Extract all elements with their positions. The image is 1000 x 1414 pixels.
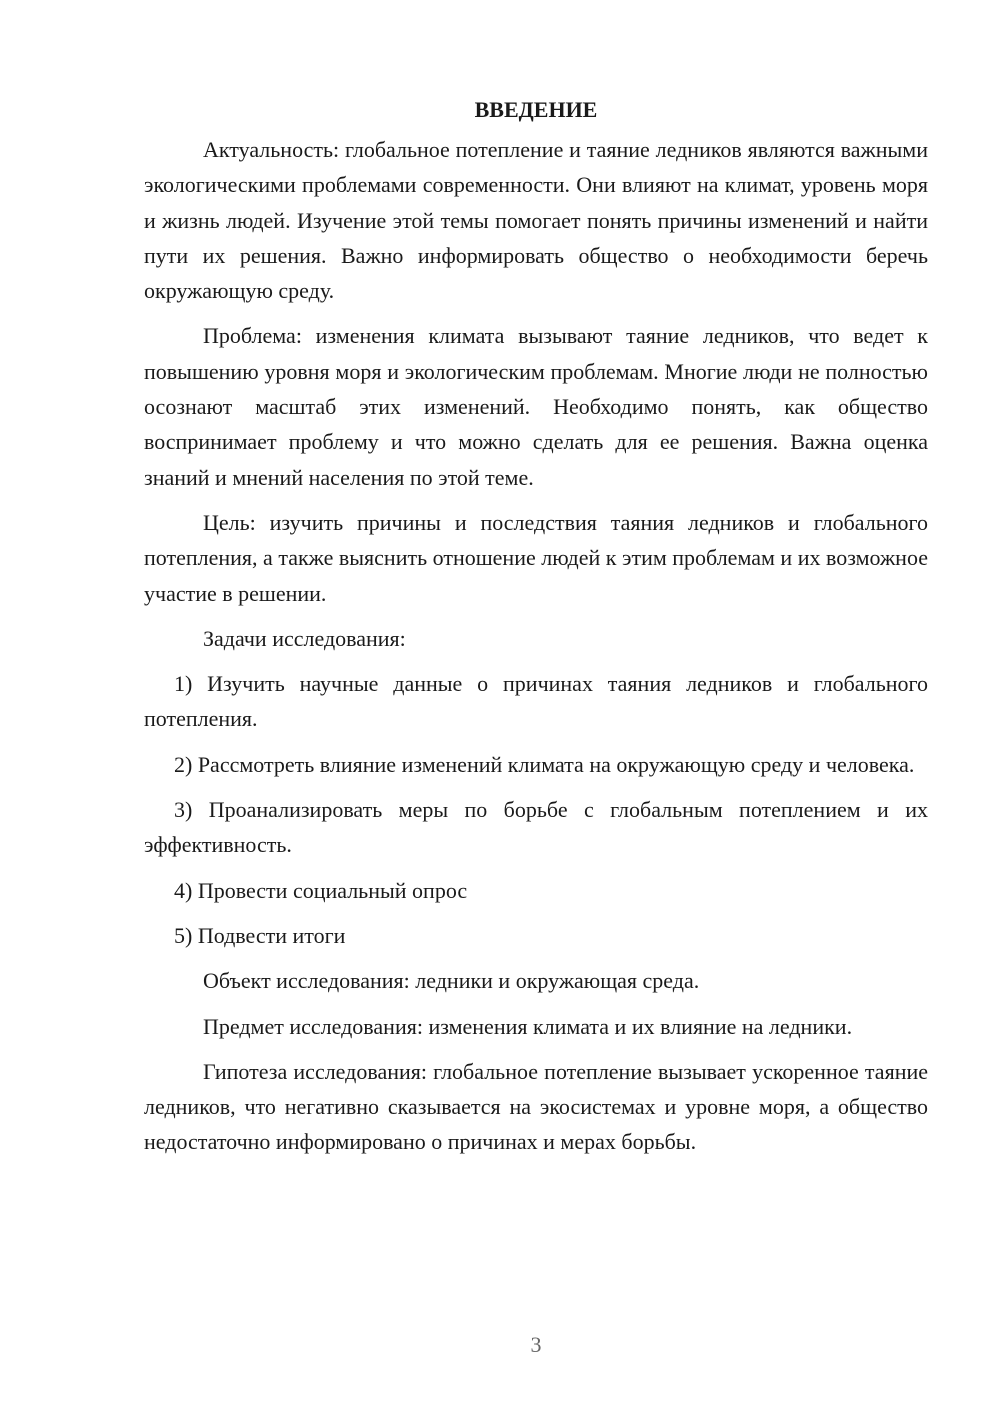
problem-paragraph: Проблема: изменения климата вызывают таяние ледников, что ведет к повышению уровня моря и экологическим проблемам. Многие люди не полностью осознают масштаб этих изменений. Необходимо понять, как общество воспринимает проблему и что можно сделать для ее решения. Важна оценка знаний и мнений населения по этой теме. bbox=[144, 323, 928, 490]
goal-paragraph: Цель: изучить причины и последствия таяния ледников и глобального потепления, а также выяснить отношение людей к этим проблемам и их возможное участие в решении. bbox=[144, 509, 928, 606]
page-title: ВВЕДЕНИЕ bbox=[474, 97, 598, 122]
hypothesis-paragraph: Гипотеза исследования: глобальное потепление вызывает ускоренное таяние ледников, что негативно сказывается на экосистемах и уровне моря, а общество недостаточно информировано о причинах и мерах борьбы. bbox=[144, 1058, 928, 1155]
tasks-list bbox=[144, 666, 928, 953]
document-page bbox=[144, 92, 928, 1170]
list-item: 4) Провести социальный опрос bbox=[174, 877, 468, 903]
list-item: 3) Проанализировать меры по борьбе с глобальным потеплением и их эффективность. bbox=[144, 797, 928, 858]
list-item: 2) Рассмотреть влияние изменений климата на окружающую среду и человека. bbox=[174, 751, 915, 777]
relevance-paragraph: Актуальность: глобальное потепление и таяние ледников являются важными экологическими проблемами современности. Они влияют на климат, уровень моря и жизнь людей. Изучение этой темы помогает понять причины изменений и найти пути их решения. Важно информировать общество о необходимости беречь окружающую среду. bbox=[144, 137, 928, 304]
object-paragraph: Объект исследования: ледники и окружающая среда. bbox=[203, 968, 700, 994]
page-number: 3 bbox=[530, 1332, 542, 1357]
list-item: 5) Подвести итоги bbox=[174, 922, 346, 948]
list-item: 1) Изучить научные данные о причинах таяния ледников и глобального потепления. bbox=[144, 671, 928, 732]
tasks-heading: Задачи исследования: bbox=[203, 625, 406, 651]
subject-paragraph: Предмет исследования: изменения климата и их влияние на ледники. bbox=[203, 1013, 853, 1039]
